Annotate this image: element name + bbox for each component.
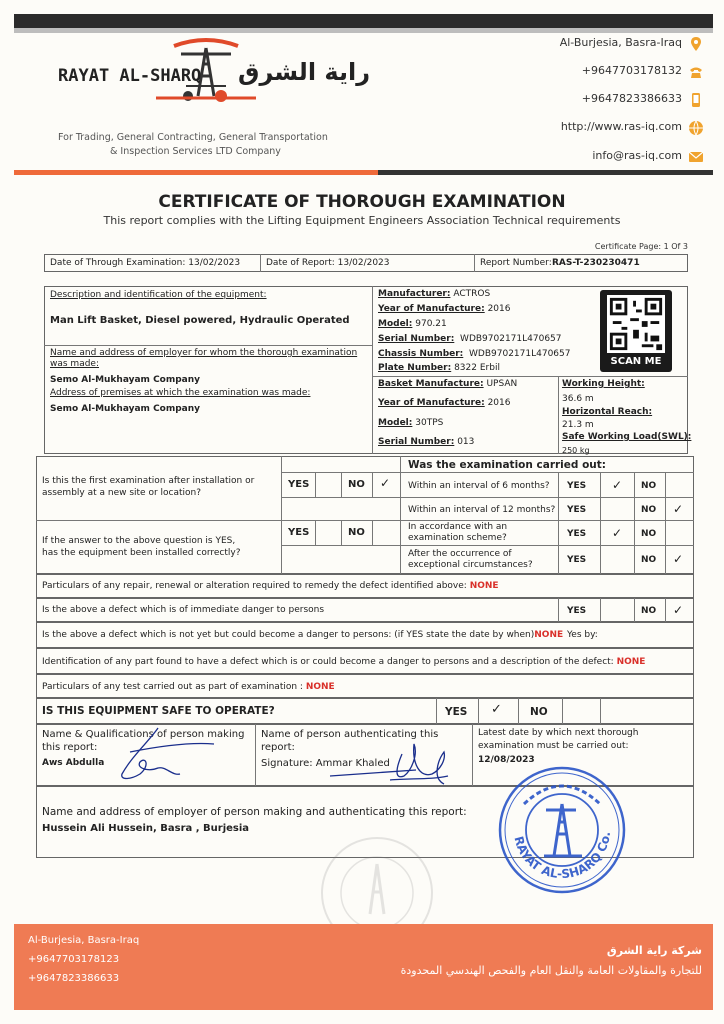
divider <box>474 254 475 272</box>
identification-value: NONE <box>616 657 646 667</box>
repair-text <box>42 581 499 592</box>
next-date: 12/08/2023 <box>478 755 535 765</box>
divider <box>600 698 601 724</box>
tagline-line1: For Trading, General Contracting, General Transportation <box>58 132 328 143</box>
exceptional-yes: YES <box>567 555 587 565</box>
chassis-value: WDB9702171L470657 <box>469 349 571 359</box>
divider <box>634 598 635 622</box>
report-date: Date of Report: 13/02/2023 <box>266 258 390 268</box>
certificate-page: Certificate Page: 1 Of 3 <box>594 242 688 251</box>
exceptional-no: NO <box>641 555 657 565</box>
mobile-phone-icon <box>688 92 704 108</box>
footer-phone1: +9647703178123 <box>28 954 120 965</box>
q2-no: NO <box>348 527 365 538</box>
divider <box>260 254 261 272</box>
divider <box>665 472 666 574</box>
report-number-label: Report Number: <box>480 258 552 268</box>
horizontal-reach-value: 21.3 m <box>562 420 594 430</box>
divider <box>562 698 563 724</box>
immediate-yes: YES <box>567 606 587 616</box>
basket-serial-label: Serial Number: <box>378 437 455 447</box>
auth-label-1: Name of person authenticating this <box>261 729 439 740</box>
divider <box>436 698 437 724</box>
serial-label: Serial Number: <box>378 334 455 344</box>
divider <box>372 520 373 545</box>
basket-model-value: 30TPS <box>415 418 444 428</box>
test-value: NONE <box>305 682 335 692</box>
plate-label: Plate Number: <box>378 363 452 373</box>
yom-value: 2016 <box>487 304 511 314</box>
footer-tagline-ar: للتجارة والمقاولات العامة والنقل العام والفحص الهندسي المحدودة <box>400 964 702 977</box>
report-number: RAS-T-230230471 <box>552 258 640 268</box>
interval-12: Within an interval of 12 months? <box>408 505 556 515</box>
interval6-no: NO <box>641 481 657 491</box>
divider <box>472 724 473 786</box>
interval12-no: NO <box>641 505 657 515</box>
divider <box>315 520 316 545</box>
basket-model-label: Model: <box>378 418 413 428</box>
divider <box>400 545 694 546</box>
divider <box>634 472 635 574</box>
model-label: Model: <box>378 319 413 329</box>
auth-label-2: report: <box>261 742 295 753</box>
q1-line1: Is this the first examination after installation or <box>42 476 255 486</box>
divider <box>600 598 601 622</box>
divider <box>558 472 559 574</box>
divider <box>518 698 519 724</box>
exceptional-line1: After the occurrence of <box>408 549 512 559</box>
tagline-line2: & Inspection Services LTD Company <box>110 146 281 157</box>
chassis-row <box>378 349 570 360</box>
divider <box>400 456 401 574</box>
q2-yes: YES <box>288 527 310 538</box>
divider <box>281 545 400 546</box>
serial-value: WDB9702171L470657 <box>460 334 562 344</box>
repair-value: NONE <box>469 581 499 591</box>
yes-by: Yes by: <box>567 630 598 640</box>
divider <box>372 472 373 497</box>
auth-name: Signature: Ammar Khaled <box>261 758 390 769</box>
contact-email[interactable]: info@ras-iq.com <box>592 149 682 162</box>
next-label-1: Latest date by which next thorough <box>478 728 639 738</box>
working-height-label: Working Height: <box>562 379 645 389</box>
divider <box>600 472 601 574</box>
divider <box>372 286 373 454</box>
swl-label: Safe Working Load(SWL): <box>562 432 692 442</box>
q1-no-check: ✓ <box>380 476 391 490</box>
phone-icon <box>688 64 704 80</box>
immediate-no-check: ✓ <box>673 603 684 617</box>
divider <box>341 520 342 545</box>
basket-manufacture-row <box>378 379 517 390</box>
model-value: 970.21 <box>415 319 447 329</box>
contact-address: Al-Burjesia, Basra-Iraq <box>559 36 682 49</box>
basket-manufacture-label: Basket Manufacture: <box>378 379 484 389</box>
contact-phone1: +9647703178132 <box>581 64 682 77</box>
identification-label: Identification of any part found to have a defect which is or could become a danger to persons and a description of the defect: <box>42 657 614 667</box>
safe-yes: YES <box>445 706 468 718</box>
contact-website[interactable]: http://www.ras-iq.com <box>560 120 682 133</box>
interval-6: Within an interval of 6 months? <box>408 481 550 491</box>
maker-label-2: this report: <box>42 742 98 753</box>
test-label: Particulars of any test carried out as part of examination : <box>42 682 303 692</box>
manufacturer-row <box>378 289 490 300</box>
future-label: Is the above a defect which is not yet but could become a danger to persons: (if YES state the date by when) <box>42 630 535 640</box>
swl-value: 250 kg <box>562 446 590 455</box>
basket-yom-label: Year of Manufacture: <box>378 398 485 408</box>
page-subtitle: This report complies with the Lifting Equipment Engineers Association Technical requirements <box>103 214 621 227</box>
qr-code-icon <box>606 295 666 353</box>
contact-phone2: +9647823386633 <box>581 92 682 105</box>
company-name-en: RAYAT AL-SHARQ <box>58 66 202 86</box>
description-value: Man Lift Basket, Diesel powered, Hydraulic Operated <box>50 315 350 326</box>
basket-yom-row <box>378 398 510 409</box>
test-text <box>42 682 335 693</box>
scheme-yes: YES <box>567 529 587 539</box>
description-label: Description and identification of the equipment: <box>50 290 267 300</box>
divider <box>281 456 282 574</box>
scheme-yes-check: ✓ <box>612 526 623 540</box>
scheme-line1: In accordance with an <box>408 522 508 532</box>
safe-no: NO <box>530 706 548 718</box>
employer-value-final: Hussein Ali Hussein, Basra , Burjesia <box>42 823 250 834</box>
globe-icon <box>688 120 704 136</box>
exceptional-line2: exceptional circumstances? <box>408 560 533 570</box>
company-stamp-icon <box>496 764 628 896</box>
footer-address: Al-Burjesia, Basra-Iraq <box>28 935 140 946</box>
interval12-no-check: ✓ <box>673 502 684 516</box>
page-title: CERTIFICATE OF THOROUGH EXAMINATION <box>158 192 566 212</box>
scheme-line2: examination scheme? <box>408 533 507 543</box>
yom-label: Year of Manufacture: <box>378 304 485 314</box>
employer-label-2: was made: <box>50 359 99 369</box>
serial-row <box>378 334 562 345</box>
future-value: NONE <box>534 630 564 640</box>
identification-text <box>42 657 645 668</box>
header-top-bar <box>14 14 713 28</box>
immediate-no: NO <box>641 606 657 616</box>
divider <box>341 472 342 497</box>
repair-label: Particulars of any repair, renewal or alteration required to remedy the defect identified above: <box>42 581 467 591</box>
q1-yes: YES <box>288 479 310 490</box>
safe-label: IS THIS EQUIPMENT SAFE TO OPERATE? <box>42 705 275 717</box>
plate-value: 8322 Erbil <box>454 363 500 373</box>
email-icon <box>688 149 704 165</box>
scheme-no: NO <box>641 529 657 539</box>
employer-value: Semo Al-Mukhayam Company <box>50 375 201 385</box>
divider <box>36 520 694 521</box>
carried-out-title: Was the examination carried out: <box>408 459 606 471</box>
divider <box>558 598 559 622</box>
qr-label: SCAN ME <box>610 356 662 367</box>
premises-value: Semo Al-Mukhayam Company <box>50 404 201 414</box>
horizontal-reach-label: Horizontal Reach: <box>562 407 653 417</box>
q1-no: NO <box>348 479 365 490</box>
future-text <box>42 630 563 641</box>
interval12-yes: YES <box>567 505 587 515</box>
maker-signature-icon <box>110 722 220 784</box>
stamp-text: RAYAT AL-SHARQ Co. <box>511 831 613 882</box>
location-pin-icon <box>688 36 704 52</box>
interval6-yes-check: ✓ <box>612 478 623 492</box>
q2-line1: If the answer to the above question is YES, <box>42 536 236 546</box>
working-height-value: 36.6 m <box>562 394 594 404</box>
footer-company-ar: شركة راية الشرق <box>606 944 702 957</box>
divider <box>372 376 688 377</box>
maker-name: Aws Abdulla <box>42 758 105 768</box>
basket-model-row <box>378 418 443 429</box>
manufacturer-label: Manufacturer: <box>378 289 451 299</box>
divider <box>400 497 694 498</box>
model-row <box>378 319 447 330</box>
basket-yom-value: 2016 <box>487 398 511 408</box>
divider <box>558 376 559 454</box>
company-name-ar: راية الشرق <box>238 58 371 86</box>
premises-label: Address of premises at which the examination was made: <box>50 388 311 398</box>
divider <box>478 698 479 724</box>
header-gray-bar <box>14 28 713 33</box>
footer-phone2: +9647823386633 <box>28 973 120 984</box>
basket-serial-row <box>378 437 474 448</box>
divider <box>400 472 694 473</box>
exam-date: Date of Through Examination: 13/02/2023 <box>50 258 241 268</box>
qr-code[interactable] <box>600 290 672 372</box>
immediate-label: Is the above a defect which is of immediate danger to persons <box>42 605 325 615</box>
divider <box>315 472 316 497</box>
safe-yes-check: ✓ <box>491 702 502 717</box>
manufacturer-value: ACTROS <box>453 289 491 299</box>
q2-line2: has the equipment been installed correctly? <box>42 548 241 558</box>
basket-manufacture-value: UPSAN <box>486 379 518 389</box>
auth-signature-icon <box>320 734 460 790</box>
divider <box>665 598 666 622</box>
divider <box>255 724 256 786</box>
q1-line2: assembly at a new site or location? <box>42 488 202 498</box>
exceptional-no-check: ✓ <box>673 552 684 566</box>
employer-label: Name and address of employer of person making and authenticating this report: <box>42 806 467 818</box>
divider <box>44 345 372 346</box>
employer-label-1: Name and address of employer for whom the thorough examination <box>50 348 358 358</box>
maker-label-1: Name & Qualifications of person making <box>42 729 245 740</box>
header-divider-orange <box>14 170 378 175</box>
yom-row <box>378 304 510 315</box>
basket-serial-value: 013 <box>457 437 475 447</box>
divider <box>281 497 400 498</box>
plate-row <box>378 363 500 374</box>
interval6-yes: YES <box>567 481 587 491</box>
next-label-2: examination must be carried out: <box>478 741 629 751</box>
header-divider-dark <box>378 170 713 175</box>
chassis-label: Chassis Number: <box>378 349 464 359</box>
